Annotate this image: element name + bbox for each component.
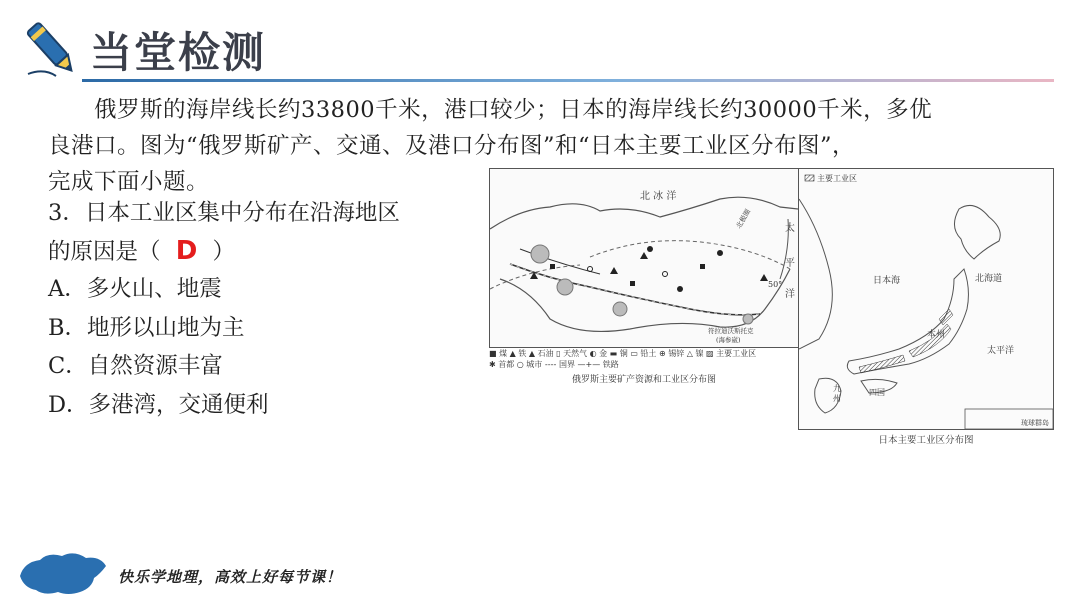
header — [0, 0, 1080, 86]
label-shikoku: 四国 — [869, 388, 885, 397]
japan-map-drawing — [799, 169, 1053, 429]
label-vladivostok: 符拉迪沃斯托克 — [708, 327, 754, 335]
china-map-icon — [14, 548, 110, 598]
label-kyushu-2: 州 — [833, 394, 841, 403]
pen-icon — [22, 18, 82, 80]
russia-map-legend — [489, 348, 799, 370]
label-kyushu-1: 九 — [833, 384, 841, 393]
label-honshu: 本州 — [927, 330, 946, 340]
label-vladivostok-sub: (海参崴) — [716, 336, 741, 344]
label-latitude: 50° — [768, 280, 783, 289]
options-list — [48, 270, 269, 424]
japan-map — [798, 168, 1054, 430]
option-c: C．自然资源丰富 — [48, 353, 223, 379]
label-pacific: 太平洋 — [987, 346, 1015, 356]
title-divider — [82, 79, 1054, 82]
russia-map-caption: 俄罗斯主要矿产资源和工业区分布图 — [571, 375, 716, 385]
label-arctic-ocean: 北 冰 洋 — [640, 191, 677, 202]
footer-slogan: 快乐学地理，高效上好每节课！ — [118, 568, 343, 586]
label-hokkaido: 北海道 — [975, 274, 1003, 284]
question-stem — [48, 194, 478, 271]
label-ryukyu: 琉球群岛 — [1021, 419, 1049, 427]
label-pacific-1: 太 — [785, 223, 795, 234]
japan-map-caption: 日本主要工业区分布图 — [878, 435, 974, 446]
option-a: A．多火山、地震 — [48, 276, 222, 302]
japan-legend-label: 主要工业区 — [817, 174, 857, 183]
question-stem-line-1: 3．日本工业区集中分布在沿海地区 — [48, 200, 400, 226]
question-stem-line-2: 的原因是（ D ） — [48, 232, 478, 271]
page-title: 当堂检测 — [90, 28, 267, 77]
label-pacific-2: 平 — [785, 258, 795, 269]
russia-legend-line-1: ■ 煤 ▲ 铁 ▲ 石油 ▯ 天然气 ◐ 金 ▬ 铜 ▭ 铅土 ⊕ 锡锌 △ 镍 ▨ 主要工业区 — [489, 349, 757, 358]
passage-line-3: 完成下面小题。 — [48, 169, 210, 195]
option-b: B．地形以山地为主 — [48, 314, 245, 341]
answer-mark: D — [175, 236, 198, 266]
label-sea-of-japan: 日本海 — [873, 276, 901, 286]
passage-line-1: 俄罗斯的海岸线长约33800千米，港口较少；日本的海岸线长约30000千米，多优 — [94, 97, 933, 123]
label-pacific-3: 洋 — [785, 289, 795, 300]
russia-map-drawing — [490, 169, 798, 347]
label-arctic-circle: 北极圈 — [734, 207, 753, 230]
russia-map — [489, 168, 799, 348]
russia-legend-line-2: ✱ 首都 ○ 城市 ---- 国界 —+— 铁路 — [489, 360, 619, 369]
passage-line-2: 良港口。图为“俄罗斯矿产、交通、及港口分布图”和“日本主要工业区分布图”， — [48, 133, 856, 159]
option-d: D．多港湾，交通便利 — [48, 391, 269, 418]
